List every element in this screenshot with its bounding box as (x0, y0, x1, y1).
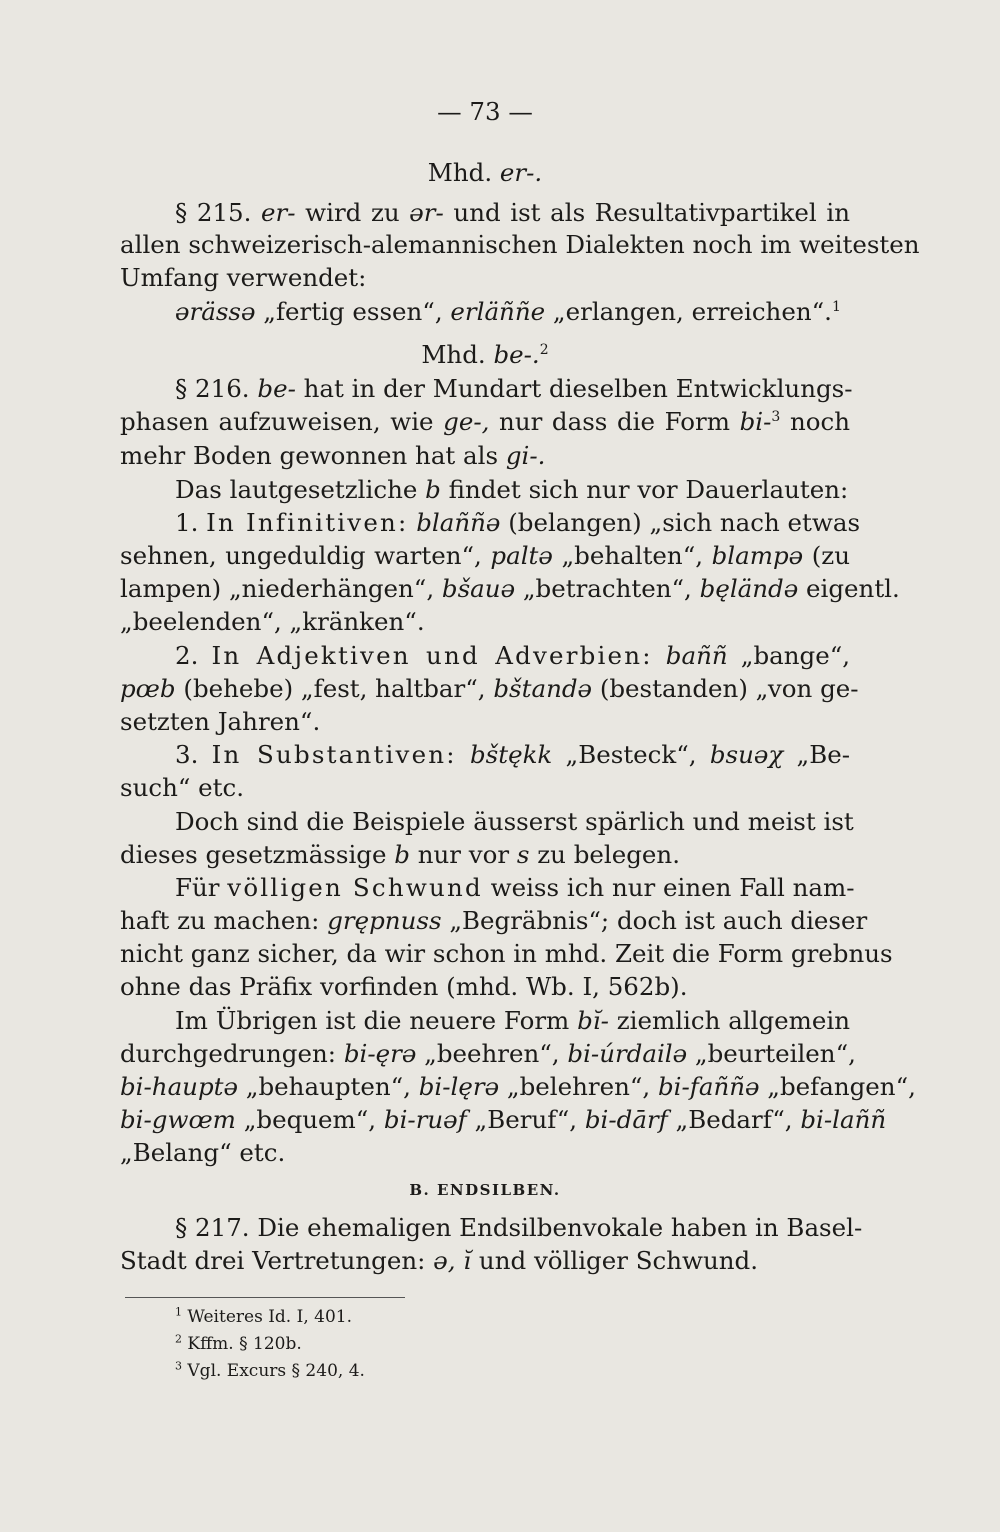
footnote-3: $^3$ Vgl. Excurs § 240, 4. (175, 1359, 365, 1381)
para-doch-line-1: Doch sind die Beispiele äusserst spärlich und meist ist (175, 807, 854, 836)
para-fuer-line-4: ohne das Präfix vorfinden (mhd. Wb. I, 562b). (120, 972, 688, 1001)
heading-mhd-er: Mhd. er-. (427, 158, 543, 187)
section-heading-endsilben: B. ENDSILBEN. (409, 1181, 561, 1199)
para-uebrigen-line-2: durchgedrungen: bi-ęrə „beehren“, bi-úrdailə „beurteilen“, (120, 1039, 856, 1068)
para-fuer-line-2: haft zu machen: grępnuss „Begräbnis“; doch ist auch dieser (120, 906, 868, 935)
item-3-line-2: such“ etc. (120, 773, 245, 802)
item-2-line-2: pœb (behebe) „fest, haltbar“, bštandə (bestanden) „von ge- (120, 674, 859, 703)
item-3-line-1: 3. In Substantiven: bštękk „Besteck“, bsuəχ „Be- (175, 740, 850, 769)
para-217-line-2: Stadt drei Vertretungen: ə, ĭ und völliger Schwund. (120, 1246, 759, 1275)
item-2-line-1: 2. In Adjektiven und Adverbien: baññ „bange“, (175, 641, 851, 670)
para-uebrigen-line-1: Im Übrigen ist die neuere Form bĭ- ziemlich allgemein (175, 1006, 851, 1035)
para-uebrigen-line-4: bi-gwœm „bequem“, bi-ruəf „Beruf“, bi-dārf „Bedarf“, bi-laññ (120, 1105, 887, 1134)
para-uebrigen-line-3: bi-hauptə „behaupten“, bi-lęrə „belehren“, bi-faññə „befangen“, (120, 1072, 916, 1101)
para-215-example: ərässə „fertig essen“, erläññe „erlangen, erreichen“.$^1$ (175, 297, 841, 326)
heading-mhd-be: Mhd. be-.$^2$ (421, 340, 549, 369)
para-fuer-line-3: nicht ganz sicher, da wir schon in mhd. Zeit die Form grebnus (120, 939, 893, 968)
para-215-line-3: Umfang verwendet: (120, 263, 367, 292)
item-1-line-4: „beelenden“, „kränken“. (120, 607, 425, 636)
para-215-line-2: allen schweizerisch-alemannischen Dialekten noch im weitesten (120, 230, 920, 259)
para-216-line-1: § 216. be- hat in der Mundart dieselben Entwicklungs- (175, 374, 853, 403)
para-217-line-1: § 217. Die ehemaligen Endsilbenvokale haben in Basel- (175, 1213, 863, 1242)
footnote-ref-2: 2 (539, 341, 549, 358)
para-fuer-line-1: Für völligen Schwund weiss ich nur einen Fall nam- (175, 873, 855, 902)
footnote-ref-1: 1 (831, 298, 841, 315)
para-216-line-3: mehr Boden gewonnen hat als gi-. (120, 441, 546, 470)
para-doch-line-2: dieses gesetzmässige b nur vor s zu belegen. (120, 840, 680, 869)
item-1-line-1: 1. In Infinitiven: blaññə (belangen) „sich nach etwas (175, 508, 861, 537)
footnote-ref-3: 3 (771, 408, 781, 425)
para-216-line-2: phasen aufzuweisen, wie ge-, nur dass die Form bi-$^3$ noch (120, 407, 850, 436)
para-215-line-1: § 215. er- wird zu ər- und ist als Resultativpartikel in (175, 198, 850, 227)
item-1-line-2: sehnen, ungeduldig warten“, paltə „behalten“, blampə (zu (120, 541, 850, 570)
para-216-line-4: Das lautgesetzliche b findet sich nur vor Dauerlauten: (175, 475, 849, 504)
para-uebrigen-line-5: „Belang“ etc. (120, 1138, 286, 1167)
footnote-2: $^2$ Kffm. § 120b. (175, 1332, 302, 1354)
item-1-line-3: lampen) „niederhängen“, bšauə „betrachten“, bęländə eigentl. (120, 574, 900, 603)
item-2-line-3: setzten Jahren“. (120, 707, 321, 736)
footnote-1: $^1$ Weiteres Id. I, 401. (175, 1305, 352, 1327)
page-number: — 73 — (437, 97, 533, 126)
footnote-divider (125, 1297, 405, 1298)
